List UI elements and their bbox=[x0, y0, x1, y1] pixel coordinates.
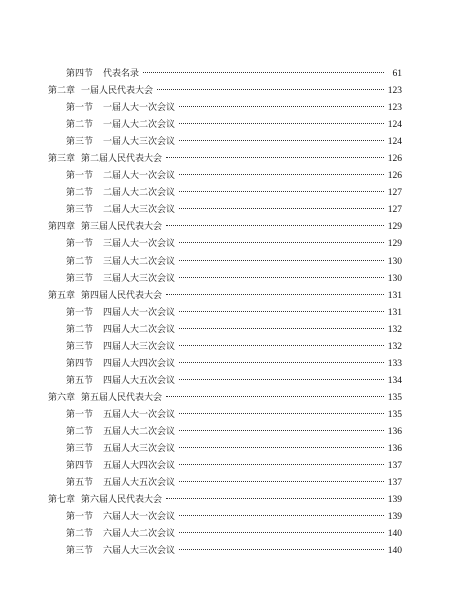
toc-section-entry[interactable] bbox=[48, 339, 402, 356]
toc-entry-title: 五届人大五次会议 bbox=[103, 478, 176, 489]
toc-section-entry[interactable] bbox=[48, 168, 402, 185]
toc-page-number: 130 bbox=[387, 273, 402, 284]
toc-section-entry[interactable] bbox=[48, 185, 402, 202]
toc-entry-number: 第一节 bbox=[66, 512, 94, 523]
toc-entry-number: 第四节 bbox=[66, 358, 94, 369]
toc-page-number: 136 bbox=[387, 444, 402, 455]
toc-entry-title: 五届人大一次会议 bbox=[103, 409, 176, 420]
toc-entry-title: 一届人大三次会议 bbox=[103, 137, 176, 148]
toc-dot-leader bbox=[179, 464, 384, 465]
toc-section-entry[interactable] bbox=[48, 509, 402, 526]
toc-entry-title: 二届人大二次会议 bbox=[103, 188, 176, 199]
toc-entry-number: 第一节 bbox=[66, 409, 94, 420]
toc-page-number: 123 bbox=[387, 103, 402, 114]
toc-entry-title: 五届人大四次会议 bbox=[103, 461, 176, 472]
toc-page-number: 124 bbox=[387, 137, 402, 148]
toc-entry-title: 六届人大一次会议 bbox=[103, 512, 176, 523]
toc-entry-title: 五届人大二次会议 bbox=[103, 426, 176, 437]
toc-entry-number: 第三节 bbox=[66, 137, 94, 148]
toc-section-entry[interactable] bbox=[48, 305, 402, 322]
toc-page-number: 126 bbox=[387, 171, 402, 182]
toc-chapter-entry[interactable] bbox=[48, 492, 402, 509]
toc-page-number: 140 bbox=[387, 529, 402, 540]
toc-page-number: 140 bbox=[387, 546, 402, 557]
toc-entry-number: 第五节 bbox=[66, 478, 94, 489]
toc-dot-leader bbox=[179, 481, 384, 482]
toc-page-number: 139 bbox=[387, 495, 402, 506]
toc-entry-number: 第七章 bbox=[48, 495, 76, 506]
toc-page-number: 124 bbox=[387, 120, 402, 131]
toc-entry-number: 第一节 bbox=[66, 103, 94, 114]
toc-section-entry[interactable] bbox=[48, 322, 402, 339]
toc-dot-leader bbox=[179, 106, 384, 107]
toc-entry-number: 第二节 bbox=[66, 188, 94, 199]
toc-dot-leader bbox=[157, 89, 384, 90]
toc-section-entry[interactable] bbox=[48, 475, 402, 492]
toc-section-entry[interactable] bbox=[48, 117, 402, 134]
toc-section-entry[interactable] bbox=[48, 373, 402, 390]
toc-entry-number: 第三节 bbox=[66, 444, 94, 455]
toc-entry-title: 一届人民代表大会 bbox=[81, 86, 154, 97]
toc-dot-leader bbox=[166, 294, 384, 295]
toc-section-entry[interactable] bbox=[48, 424, 402, 441]
toc-entry-number: 第四节 bbox=[66, 461, 94, 472]
toc-chapter-entry[interactable] bbox=[48, 151, 402, 168]
toc-chapter-entry[interactable] bbox=[48, 83, 402, 100]
toc-entry-number: 第五节 bbox=[66, 375, 94, 386]
toc-dot-leader bbox=[166, 225, 384, 226]
toc-page-number: 135 bbox=[387, 392, 402, 403]
toc-entry-number: 第五章 bbox=[48, 290, 76, 301]
toc-entry-number: 第一节 bbox=[66, 171, 94, 182]
toc-entry-number: 第三章 bbox=[48, 154, 76, 165]
toc-dot-leader bbox=[179, 311, 384, 312]
toc-section-entry[interactable] bbox=[48, 254, 402, 271]
toc-entry-title: 五届人大三次会议 bbox=[103, 444, 176, 455]
toc-section-entry[interactable] bbox=[48, 543, 402, 560]
toc-dot-leader bbox=[179, 345, 384, 346]
toc-entry-title: 四届人大一次会议 bbox=[103, 307, 176, 318]
toc-entry-title: 二届人大一次会议 bbox=[103, 171, 176, 182]
toc-dot-leader bbox=[179, 123, 384, 124]
toc-dot-leader bbox=[179, 242, 384, 243]
toc-entry-title: 四届人大五次会议 bbox=[103, 375, 176, 386]
toc-dot-leader bbox=[179, 515, 384, 516]
toc-entry-title: 四届人大三次会议 bbox=[103, 341, 176, 352]
toc-dot-leader bbox=[179, 430, 384, 431]
toc-entry-title: 六届人大三次会议 bbox=[103, 546, 176, 557]
toc-page-number: 137 bbox=[387, 461, 402, 472]
toc-dot-leader bbox=[179, 447, 384, 448]
toc-entry-title: 第五届人民代表大会 bbox=[81, 392, 163, 403]
toc-dot-leader bbox=[166, 157, 384, 158]
toc-page-number: 133 bbox=[387, 358, 402, 369]
toc-page-number: 137 bbox=[387, 478, 402, 489]
toc-entry-title: 四届人大二次会议 bbox=[103, 324, 176, 335]
toc-dot-leader bbox=[166, 498, 384, 499]
toc-entry-title: 六届人大二次会议 bbox=[103, 529, 176, 540]
toc-entry-number: 第二节 bbox=[66, 324, 94, 335]
toc-page-number: 131 bbox=[387, 307, 402, 318]
toc-entry-title: 第四届人民代表大会 bbox=[81, 290, 163, 301]
toc-entry-number: 第三节 bbox=[66, 273, 94, 284]
toc-entry-title: 三届人大三次会议 bbox=[103, 273, 176, 284]
toc-entry-number: 第二节 bbox=[66, 256, 94, 267]
toc-section-entry[interactable] bbox=[48, 100, 402, 117]
toc-entry-number: 第二节 bbox=[66, 529, 94, 540]
table-of-contents bbox=[48, 66, 402, 560]
toc-entry-number: 第四章 bbox=[48, 222, 76, 233]
toc-entry-title: 四届人大四次会议 bbox=[103, 358, 176, 369]
toc-page-number: 139 bbox=[387, 512, 402, 523]
toc-page-number: 126 bbox=[387, 154, 402, 165]
toc-page-number: 132 bbox=[387, 324, 402, 335]
toc-entry-number: 第二章 bbox=[48, 86, 76, 97]
toc-dot-leader bbox=[179, 328, 384, 329]
toc-dot-leader bbox=[179, 191, 384, 192]
toc-entry-number: 第四节 bbox=[66, 69, 94, 79]
toc-dot-leader bbox=[179, 260, 384, 261]
toc-entry-title: 第二届人民代表大会 bbox=[81, 154, 163, 165]
toc-entry-number: 第二节 bbox=[66, 426, 94, 437]
toc-section-entry[interactable] bbox=[48, 407, 402, 424]
toc-chapter-entry[interactable] bbox=[48, 219, 402, 236]
toc-dot-leader bbox=[179, 549, 384, 550]
toc-section-entry[interactable] bbox=[48, 441, 402, 458]
toc-entry-number: 第三节 bbox=[66, 546, 94, 557]
toc-section-entry[interactable] bbox=[48, 134, 402, 151]
toc-page-number: 136 bbox=[387, 426, 402, 437]
toc-dot-leader bbox=[179, 277, 384, 278]
toc-dot-leader bbox=[179, 379, 384, 380]
toc-chapter-entry[interactable] bbox=[48, 390, 402, 407]
toc-entry-title: 代表名录 bbox=[103, 69, 140, 79]
toc-entry-number: 第三节 bbox=[66, 341, 94, 352]
toc-page-number: 129 bbox=[387, 222, 402, 233]
toc-entry-title: 三届人大一次会议 bbox=[103, 239, 176, 250]
toc-dot-leader bbox=[179, 413, 384, 414]
toc-dot-leader bbox=[179, 140, 384, 141]
toc-section-entry[interactable] bbox=[48, 66, 402, 83]
toc-entry-title: 一届人大二次会议 bbox=[103, 120, 176, 131]
toc-dot-leader bbox=[179, 362, 384, 363]
toc-section-entry[interactable] bbox=[48, 458, 402, 475]
toc-entry-title: 三届人大二次会议 bbox=[103, 256, 176, 267]
toc-page-number: 129 bbox=[387, 239, 402, 250]
toc-dot-leader bbox=[179, 532, 384, 533]
toc-page-number: 61 bbox=[392, 69, 402, 79]
toc-section-entry[interactable] bbox=[48, 271, 402, 288]
toc-dot-leader bbox=[143, 72, 384, 73]
toc-dot-leader bbox=[179, 208, 384, 209]
toc-entry-number: 第三节 bbox=[66, 205, 94, 216]
toc-page-number: 127 bbox=[387, 188, 402, 199]
toc-page-number: 131 bbox=[387, 290, 402, 301]
toc-entry-number: 第一节 bbox=[66, 239, 94, 250]
toc-entry-number: 第二节 bbox=[66, 120, 94, 131]
toc-section-entry[interactable] bbox=[48, 202, 402, 219]
toc-entry-title: 第六届人民代表大会 bbox=[81, 495, 163, 506]
toc-dot-leader bbox=[166, 396, 384, 397]
toc-dot-leader bbox=[179, 174, 384, 175]
toc-entry-number: 第一节 bbox=[66, 307, 94, 318]
toc-page-number: 135 bbox=[387, 409, 402, 420]
toc-entry-title: 一届人大一次会议 bbox=[103, 103, 176, 114]
toc-section-entry[interactable] bbox=[48, 356, 402, 373]
toc-chapter-entry[interactable] bbox=[48, 288, 402, 305]
toc-page-number: 127 bbox=[387, 205, 402, 216]
toc-section-entry[interactable] bbox=[48, 236, 402, 253]
toc-entry-title: 二届人大三次会议 bbox=[103, 205, 176, 216]
toc-entry-title: 第三届人民代表大会 bbox=[81, 222, 163, 233]
toc-section-entry[interactable] bbox=[48, 526, 402, 543]
toc-entry-number: 第六章 bbox=[48, 392, 76, 403]
toc-page-number: 123 bbox=[387, 86, 402, 97]
toc-page-number: 134 bbox=[387, 375, 402, 386]
toc-page-number: 130 bbox=[387, 256, 402, 267]
toc-page-number: 132 bbox=[387, 341, 402, 352]
